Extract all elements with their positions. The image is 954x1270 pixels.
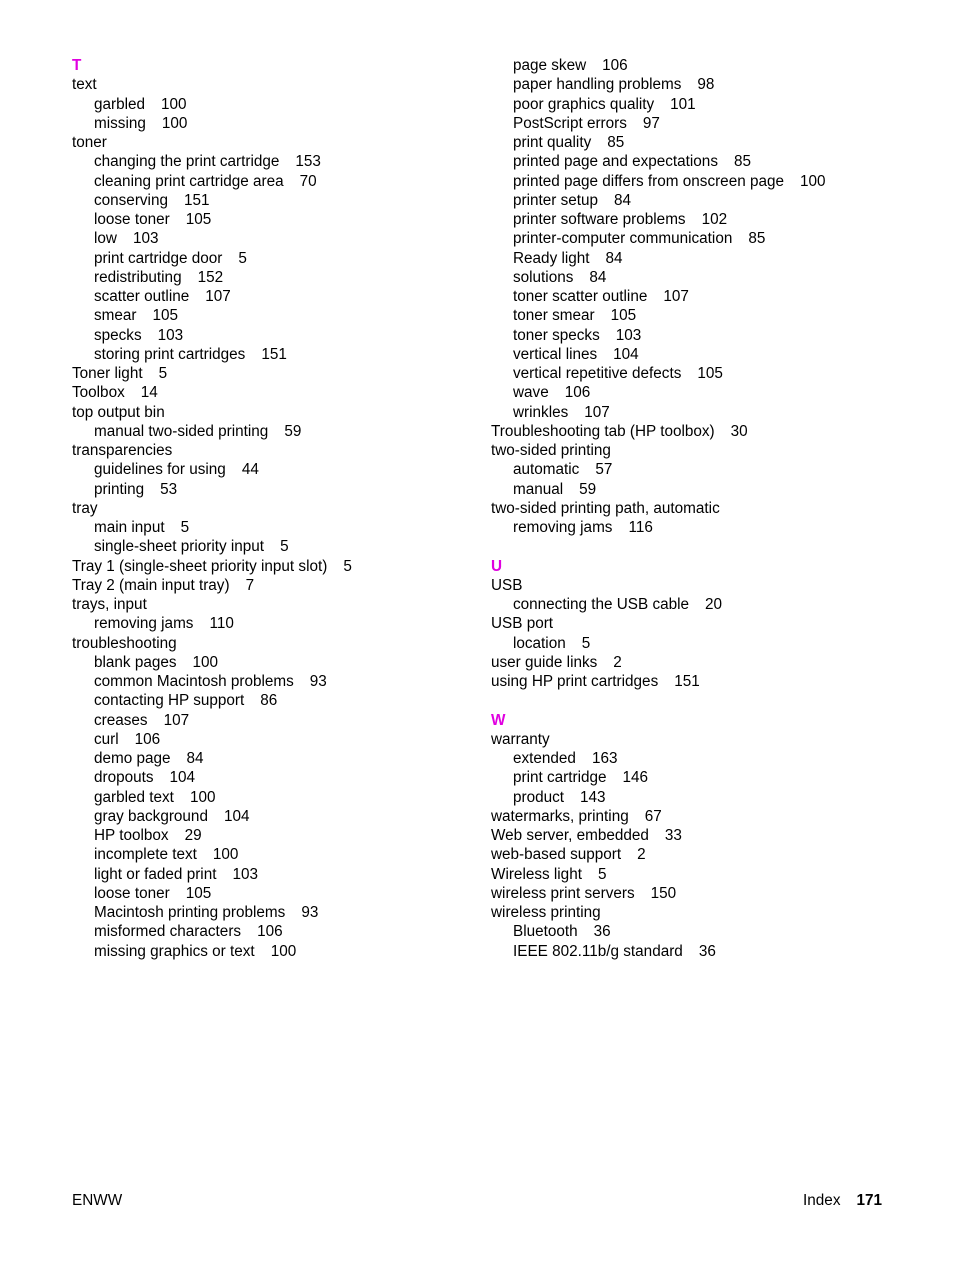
index-term: paper handling problems: [513, 76, 682, 94]
index-page-ref[interactable]: 86: [260, 692, 278, 710]
index-page-ref[interactable]: 5: [238, 249, 247, 267]
index-entry: [491, 807, 891, 826]
index-term: web-based support: [491, 846, 622, 864]
index-term: gray background: [94, 807, 208, 825]
index-page-ref[interactable]: 106: [602, 57, 628, 74]
index-letter-heading: W: [491, 711, 506, 729]
index-subentry: [491, 922, 891, 941]
index-term: automatic: [513, 461, 580, 479]
index-page-ref[interactable]: 153: [295, 153, 321, 171]
index-page-ref[interactable]: 85: [748, 230, 766, 248]
index-subentry: [72, 172, 472, 191]
index-subentry: [72, 691, 472, 710]
index-page-ref[interactable]: 146: [622, 769, 649, 787]
index-term: guidelines for using: [94, 461, 226, 479]
index-term: transparencies: [72, 442, 173, 459]
index-term: curl: [94, 730, 119, 748]
index-subentry: [491, 518, 891, 537]
footer-left: [72, 1192, 122, 1210]
index-term: user guide links: [491, 653, 598, 671]
section-spacer: [491, 691, 891, 710]
index-term: common Macintosh problems: [94, 673, 294, 690]
index-subentry: [72, 788, 472, 807]
index-letter-heading: T: [72, 57, 82, 74]
index-entry: [491, 826, 891, 845]
index-entry: [72, 133, 472, 152]
index-subentry: [72, 345, 472, 364]
index-entry: [491, 884, 891, 903]
index-term: wave: [513, 384, 549, 402]
index-page-ref[interactable]: 59: [579, 480, 597, 498]
index-page-ref[interactable]: 104: [169, 769, 196, 787]
index-term: poor graphics quality: [513, 95, 655, 113]
index-subentry: [72, 884, 472, 903]
index-subentry: [72, 749, 472, 768]
index-term: wireless printing: [491, 904, 601, 921]
index-page-ref[interactable]: 106: [564, 384, 591, 402]
index-entry: [72, 441, 472, 460]
section-spacer: [491, 537, 891, 556]
index-subentry: [72, 326, 472, 345]
index-page-ref[interactable]: 7: [245, 576, 255, 594]
index-page-ref[interactable]: 2: [637, 846, 646, 864]
index-page-ref[interactable]: 150: [650, 884, 677, 902]
index-term: Tray 2 (main input tray): [72, 576, 230, 594]
index-term: USB: [491, 576, 523, 594]
index-subentry: [491, 191, 891, 210]
index-subentry: [491, 634, 891, 653]
index-entry: [72, 595, 472, 614]
index-page-ref[interactable]: 104: [223, 807, 250, 825]
index-subentry: [72, 114, 472, 133]
index-subentry: [72, 826, 472, 845]
index-page-ref[interactable]: 70: [299, 172, 317, 190]
index-page-ref[interactable]: 103: [615, 326, 642, 344]
index-term: PostScript errors: [513, 114, 627, 132]
index-term: Ready light: [513, 249, 590, 267]
index-term: Web server, embedded: [491, 827, 649, 844]
index-subentry: [72, 306, 472, 325]
index-subentry: [491, 403, 891, 422]
index-term: solutions: [513, 268, 574, 286]
index-term: contacting HP support: [94, 692, 245, 710]
index-subentry: [72, 653, 472, 672]
index-page-ref[interactable]: 5: [180, 519, 190, 536]
index-subentry: [72, 518, 472, 537]
index-subentry: [491, 229, 891, 248]
index-page-ref[interactable]: 100: [212, 846, 239, 864]
index-page-ref[interactable]: 107: [584, 403, 610, 421]
index-subentry: [72, 807, 472, 826]
index-page-ref[interactable]: 143: [580, 788, 606, 806]
index-term: single-sheet priority input: [94, 538, 265, 556]
index-term: Macintosh printing problems: [94, 904, 286, 921]
index-term: redistributing: [94, 268, 182, 286]
index-entry: [491, 730, 891, 749]
index-term: top output bin: [72, 403, 165, 421]
index-term: HP toolbox: [94, 827, 169, 844]
index-page-ref[interactable]: 20: [705, 596, 723, 613]
index-term: incomplete text: [94, 846, 197, 864]
index-subentry: [491, 75, 891, 94]
index-page-ref[interactable]: 103: [232, 865, 258, 883]
index-term: manual: [513, 480, 564, 498]
index-subentry: [72, 460, 472, 479]
index-page-ref[interactable]: 106: [257, 923, 283, 941]
index-page-ref[interactable]: 5: [581, 634, 591, 652]
index-entry: [72, 557, 472, 576]
index-page-ref[interactable]: 106: [134, 730, 161, 748]
index-page-ref[interactable]: 105: [610, 307, 637, 325]
index-term: text: [72, 76, 97, 94]
index-term: using HP print cartridges: [491, 673, 659, 690]
index-page-ref[interactable]: 29: [184, 827, 202, 844]
index-subentry: [72, 287, 472, 306]
index-page-ref[interactable]: 110: [209, 615, 234, 633]
index-page-ref[interactable]: 98: [697, 76, 715, 94]
index-subentry: [491, 326, 891, 345]
index-page-ref[interactable]: 84: [589, 268, 607, 286]
index-subentry: [72, 672, 472, 691]
index-subentry: [72, 942, 472, 961]
index-term: removing jams: [94, 615, 194, 633]
index-entry: [72, 634, 472, 653]
index-entry: [491, 441, 891, 460]
index-subentry: [72, 903, 472, 922]
index-subentry: [72, 229, 472, 248]
index-entry: [491, 653, 891, 672]
index-entry: [491, 614, 891, 633]
index-term: smear: [94, 307, 137, 325]
index-term: Bluetooth: [513, 923, 578, 941]
index-term: cleaning print cartridge area: [94, 172, 284, 190]
index-subentry: [491, 480, 891, 499]
index-subentry: [491, 152, 891, 171]
index-subentry: [72, 865, 472, 884]
index-page-ref[interactable]: 151: [261, 345, 287, 363]
index-subentry: [72, 268, 472, 287]
index-subentry: [72, 480, 472, 499]
index-term: print cartridge door: [94, 249, 223, 267]
index-subentry: [72, 191, 472, 210]
index-term: printer software problems: [513, 211, 686, 228]
index-letter-heading: U: [491, 557, 503, 575]
index-column-left: [72, 56, 472, 961]
index-page-ref[interactable]: 85: [607, 134, 625, 151]
index-subentry: [491, 249, 891, 268]
index-page-ref[interactable]: 36: [593, 923, 611, 941]
index-page-ref[interactable]: 100: [189, 788, 216, 806]
index-term: blank pages: [94, 653, 177, 671]
index-term: toner scatter outline: [513, 288, 648, 305]
index-subentry: [491, 788, 891, 807]
index-page-ref[interactable]: 2: [613, 653, 622, 671]
index-page-ref[interactable]: 151: [183, 191, 210, 209]
index-page-ref[interactable]: 36: [698, 942, 716, 960]
index-page-ref[interactable]: 84: [614, 191, 632, 209]
index-term: IEEE 802.11b/g standard: [513, 942, 683, 960]
index-term: printer setup: [513, 191, 599, 209]
index-page-ref[interactable]: 107: [205, 288, 231, 305]
index-page-ref[interactable]: 5: [280, 538, 289, 556]
index-subentry: [491, 114, 891, 133]
index-entry: [72, 576, 472, 595]
index-term: extended: [513, 750, 576, 767]
index-term: trays, input: [72, 596, 147, 613]
index-term: warranty: [491, 730, 550, 748]
index-page-ref[interactable]: 116: [628, 519, 653, 536]
index-term: watermarks, printing: [491, 807, 629, 825]
index-term: print cartridge: [513, 769, 607, 787]
index-page-ref[interactable]: 5: [597, 865, 607, 883]
index-page-ref[interactable]: 103: [132, 230, 159, 248]
index-subentry: [491, 172, 891, 191]
index-term: page skew: [513, 57, 587, 74]
index-term: location: [513, 634, 566, 652]
index-subentry: [491, 133, 891, 152]
index-page-ref[interactable]: 84: [186, 750, 204, 767]
footer-page-number: 171: [856, 1192, 882, 1209]
index-subentry: [72, 422, 472, 441]
index-page-ref[interactable]: 93: [301, 904, 319, 921]
index-term: loose toner: [94, 211, 170, 228]
index-subentry: [491, 364, 891, 383]
index-term: toner: [72, 134, 107, 151]
index-page-ref[interactable]: 100: [192, 653, 219, 671]
index-subentry: [72, 537, 472, 556]
index-term: garbled: [94, 95, 146, 113]
index-entry: [72, 75, 472, 94]
index-term: Troubleshooting tab (HP toolbox): [491, 422, 715, 440]
index-term: dropouts: [94, 769, 154, 787]
index-term: garbled text: [94, 788, 174, 806]
index-term: vertical lines: [513, 345, 598, 363]
index-page-ref[interactable]: 33: [664, 827, 682, 844]
index-page-ref[interactable]: 100: [270, 942, 297, 960]
index-term: toner specks: [513, 326, 600, 344]
index-page-ref[interactable]: 53: [160, 480, 178, 498]
index-term: conserving: [94, 191, 168, 209]
index-term: Toner light: [72, 365, 143, 382]
index-term: light or faded print: [94, 865, 217, 883]
index-page-ref[interactable]: 105: [185, 211, 212, 228]
index-subentry: [491, 942, 891, 961]
index-term: USB port: [491, 615, 554, 633]
index-term: wrinkles: [513, 403, 569, 421]
index-entry: [491, 903, 891, 922]
index-page-ref[interactable]: 30: [730, 422, 748, 440]
index-term: missing graphics or text: [94, 942, 255, 960]
index-page-ref[interactable]: 107: [663, 288, 689, 305]
index-subentry: [72, 152, 472, 171]
index-term: tray: [72, 499, 98, 517]
index-subentry: [491, 306, 891, 325]
index-term: two-sided printing: [491, 442, 611, 459]
index-term: connecting the USB cable: [513, 596, 690, 613]
index-entry: [72, 383, 472, 402]
index-subentry: [491, 210, 891, 229]
index-subentry: [491, 95, 891, 114]
index-page-ref[interactable]: 104: [613, 345, 639, 363]
index-subentry: [72, 845, 472, 864]
index-entry: [491, 499, 891, 518]
index-term: Toolbox: [72, 384, 125, 402]
index-page-ref[interactable]: 67: [644, 807, 662, 825]
index-page-ref[interactable]: 105: [152, 307, 179, 325]
index-term: specks: [94, 326, 142, 344]
index-subentry: [72, 922, 472, 941]
index-subentry: [72, 95, 472, 114]
index-page-ref[interactable]: 44: [241, 461, 259, 479]
index-term: loose toner: [94, 884, 170, 902]
index-page-ref[interactable]: 103: [157, 326, 184, 344]
index-term: two-sided printing path, automatic: [491, 499, 720, 517]
index-page-ref[interactable]: 152: [197, 268, 224, 286]
index-column-right: [491, 56, 891, 961]
index-subentry: [72, 249, 472, 268]
index-term: printer-computer communication: [513, 230, 733, 248]
index-subentry: [72, 768, 472, 787]
index-page-ref[interactable]: 97: [642, 114, 660, 132]
index-term: Wireless light: [491, 865, 582, 883]
index-term: storing print cartridges: [94, 345, 246, 363]
index-page-ref[interactable]: 85: [733, 153, 751, 171]
index-subentry: [491, 768, 891, 787]
index-entry: [491, 422, 891, 441]
index-subentry: [491, 345, 891, 364]
index-page-ref[interactable]: 5: [158, 365, 168, 382]
index-term: demo page: [94, 750, 171, 767]
footer-right: [803, 1192, 882, 1210]
index-term: manual two-sided printing: [94, 422, 269, 440]
index-subentry: [491, 749, 891, 768]
index-entry: [491, 576, 891, 595]
index-entry: [491, 672, 891, 691]
index-page-ref[interactable]: 163: [591, 750, 618, 767]
index-term: missing: [94, 114, 146, 132]
index-page-ref[interactable]: 101: [670, 95, 696, 113]
index-page-ref[interactable]: 107: [163, 711, 190, 729]
index-term: product: [513, 788, 565, 806]
index-page-ref[interactable]: 93: [309, 673, 327, 690]
index-term: vertical repetitive defects: [513, 365, 682, 382]
index-term: printed page and expectations: [513, 153, 718, 171]
index-term: misformed characters: [94, 923, 242, 941]
index-entry: [72, 499, 472, 518]
index-page-ref[interactable]: 14: [140, 384, 158, 402]
index-term: troubleshooting: [72, 634, 177, 652]
index-page-ref[interactable]: 100: [799, 172, 826, 190]
index-subentry: [491, 595, 891, 614]
index-term: printed page differs from onscreen page: [513, 172, 784, 190]
index-page-ref[interactable]: 105: [697, 365, 723, 382]
index-page-ref[interactable]: 59: [284, 422, 302, 440]
index-term: wireless print servers: [491, 884, 635, 902]
index-term: printing: [94, 480, 145, 498]
index-term: low: [94, 230, 117, 248]
footer-manual-code: ENWW: [72, 1192, 123, 1209]
index-term: creases: [94, 711, 148, 729]
index-page-ref[interactable]: 5: [343, 557, 352, 575]
index-term: toner smear: [513, 307, 595, 325]
footer-section: Index: [803, 1192, 841, 1209]
index-subentry: [491, 268, 891, 287]
index-term: main input: [94, 519, 165, 536]
index-entry: [491, 865, 891, 884]
index-page-ref[interactable]: 102: [701, 211, 728, 228]
index-subentry: [72, 711, 472, 730]
index-subentry: [491, 287, 891, 306]
index-page-ref[interactable]: 57: [595, 461, 613, 479]
index-term: Tray 1 (single-sheet priority input slot): [72, 557, 328, 575]
index-term: changing the print cartridge: [94, 153, 280, 171]
index-subentry: [72, 210, 472, 229]
index-term: print quality: [513, 134, 592, 151]
index-entry: [72, 403, 472, 422]
index-subentry: [491, 383, 891, 402]
index-subentry: [72, 730, 472, 749]
index-term: removing jams: [513, 519, 613, 536]
index-page-ref[interactable]: 84: [605, 249, 623, 267]
index-page-ref[interactable]: 151: [674, 673, 700, 690]
index-entry: [72, 364, 472, 383]
index-page-ref[interactable]: 105: [185, 884, 212, 902]
index-subentry: [72, 614, 472, 633]
index-term: scatter outline: [94, 288, 190, 305]
index-page-ref[interactable]: 100: [161, 114, 188, 132]
index-entry: [491, 845, 891, 864]
index-subentry: [491, 56, 891, 75]
index-subentry: [491, 460, 891, 479]
index-page-ref[interactable]: 100: [161, 95, 187, 113]
